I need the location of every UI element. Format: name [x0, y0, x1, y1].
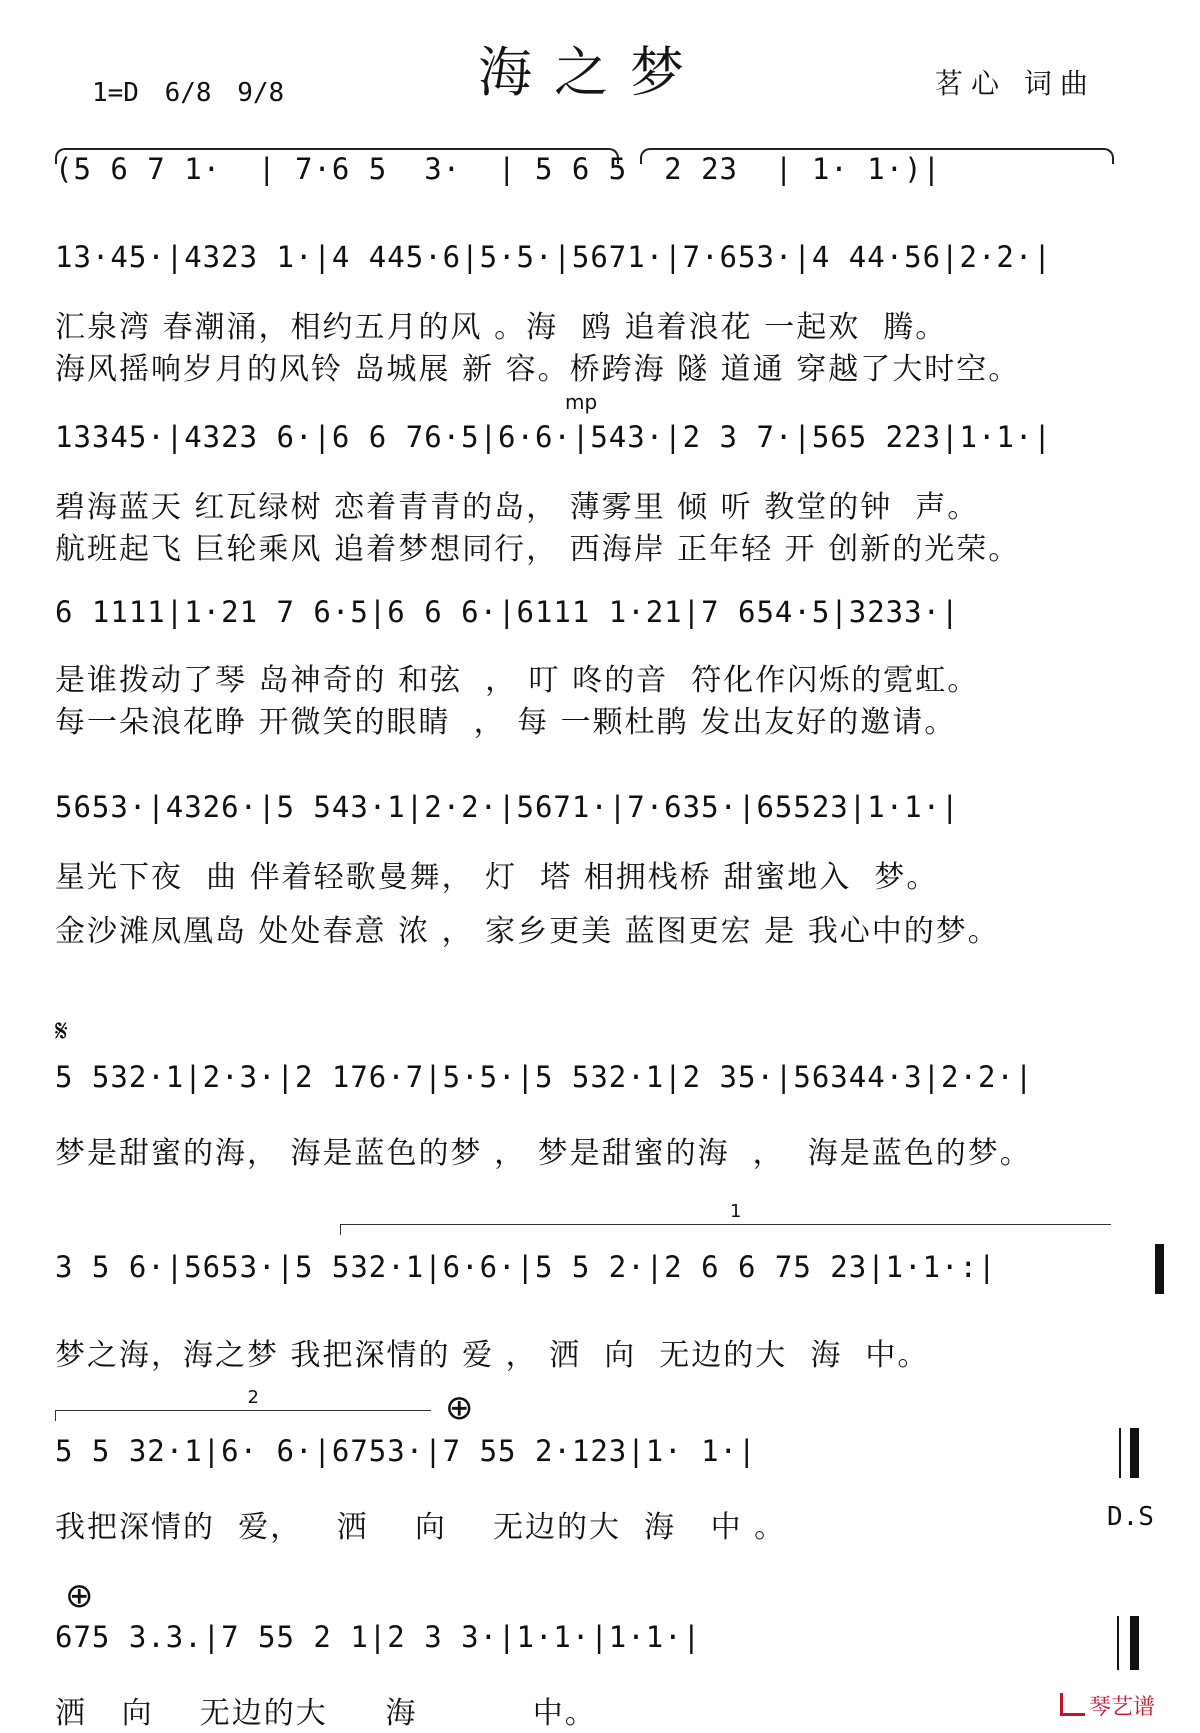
lyric-line-2: 海风摇响岁月的风铃 岛城展 新 容。桥跨海 隧 道通 穿越了大时空。 — [55, 352, 1021, 387]
barline — [1119, 1428, 1121, 1478]
segno-sign: 𝄋 — [55, 1014, 68, 1049]
key-signature: 1=D 6/8 9/8 — [92, 78, 285, 108]
notes-line: 5 532·1|2·3·|2 176·7|5·5·|5 532·1|2 35·|56344·3|2·2·| — [55, 1060, 1034, 1094]
lyric-line-1: 我把深情的 爱， 洒 向 无边的大 海 中 。 — [55, 1510, 787, 1545]
notes-line: 13·45·|4323 1·|4 445·6|5·5·|5671·|7·653·|4 44·56|2·2·| — [55, 240, 1052, 274]
lyric-line-2: 每一朵浪花睁 开微笑的眼睛 ， 每 一颗杜鹃 发出友好的邀请。 — [55, 705, 957, 740]
logo-icon — [1060, 1693, 1085, 1716]
notes-line: 5653·|4326·|5 543·1|2·2·|5671·|7·635·|65523|1·1·| — [55, 790, 960, 824]
lyric-line-2: 航班起飞 巨轮乘风 追着梦想同行， 西海岸 正年轻 开 创新的光荣。 — [55, 532, 1021, 567]
volta-number: 1 — [726, 1201, 745, 1222]
volta-number: 2 — [244, 1387, 263, 1408]
barline — [1117, 1616, 1119, 1670]
lyric-line-2: 金沙滩凤凰岛 处处春意 浓 ， 家乡更美 蓝图更宏 是 我心中的梦。 — [55, 914, 1000, 949]
song-title: 海之梦 — [478, 41, 706, 104]
credit: 茗心 词曲 — [935, 67, 1096, 100]
lyric-line-1: 碧海蓝天 红瓦绿树 恋着青青的岛， 薄雾里 倾 听 教堂的钟 声。 — [55, 490, 980, 525]
notes-line: 3 5 6·|5653·|5 532·1|6·6·|5 5 2·|2 6 6 75 23|1·1·:| — [55, 1250, 997, 1284]
lyric-line-1: 梦之海，海之梦 我把深情的 爱 ， 洒 向 无边的大 海 中。 — [55, 1338, 930, 1373]
ds-marking: D.S — [1107, 1502, 1154, 1532]
volta-bracket-2 — [55, 1387, 431, 1421]
dynamic-mark: mp — [565, 390, 598, 414]
watermark-text: 琴艺谱 — [1089, 1695, 1156, 1720]
lyric-line-1: 是谁拨动了琴 岛神奇的 和弦 ， 叮 咚的音 符化作闪烁的霓虹。 — [55, 663, 980, 698]
final-barline — [1130, 1616, 1139, 1670]
notes-line: 6 1111|1·21 7 6·5|6 6 6·|6111 1·21|7 654·5|3233·| — [55, 595, 960, 629]
lyric-line-1: 汇泉湾 春潮涌，相约五月的风 。海 鸥 追着浪花 一起欢 腾。 — [55, 310, 948, 345]
notes-line: 5 5 32·1|6· 6·|6753·|7 55 2·123|1· 1·| — [55, 1434, 757, 1468]
lyric-line-1: 梦是甜蜜的海， 海是蓝色的梦 ， 梦是甜蜜的海 ， 海是蓝色的梦。 — [55, 1136, 1032, 1171]
coda-sign: ⊕ — [65, 1576, 94, 1616]
notes-line: 13345·|4323 6·|6 6 76·5|6·6·|543·|2 3 7·|565 223|1·1·| — [55, 420, 1052, 454]
repeat-barline — [1155, 1244, 1164, 1294]
watermark-logo — [1060, 1690, 1155, 1721]
notes-line: (5 6 7 1· | 7·6 5 3· | 5 6 5 2 23 | 1· 1·)| — [55, 152, 942, 186]
notes-line: 675 3.3.|7 55 2 1|2 3 3·|1·1·|1·1·| — [55, 1620, 702, 1654]
final-barline — [1130, 1428, 1139, 1478]
coda-sign: ⊕ — [445, 1388, 474, 1428]
volta-bracket-1 — [340, 1201, 1111, 1235]
lyric-line-1: 洒 向 无边的大 海 中。 — [55, 1696, 597, 1731]
lyric-line-1: 星光下夜 曲 伴着轻歌曼舞， 灯 塔 相拥栈桥 甜蜜地入 梦。 — [55, 860, 939, 895]
